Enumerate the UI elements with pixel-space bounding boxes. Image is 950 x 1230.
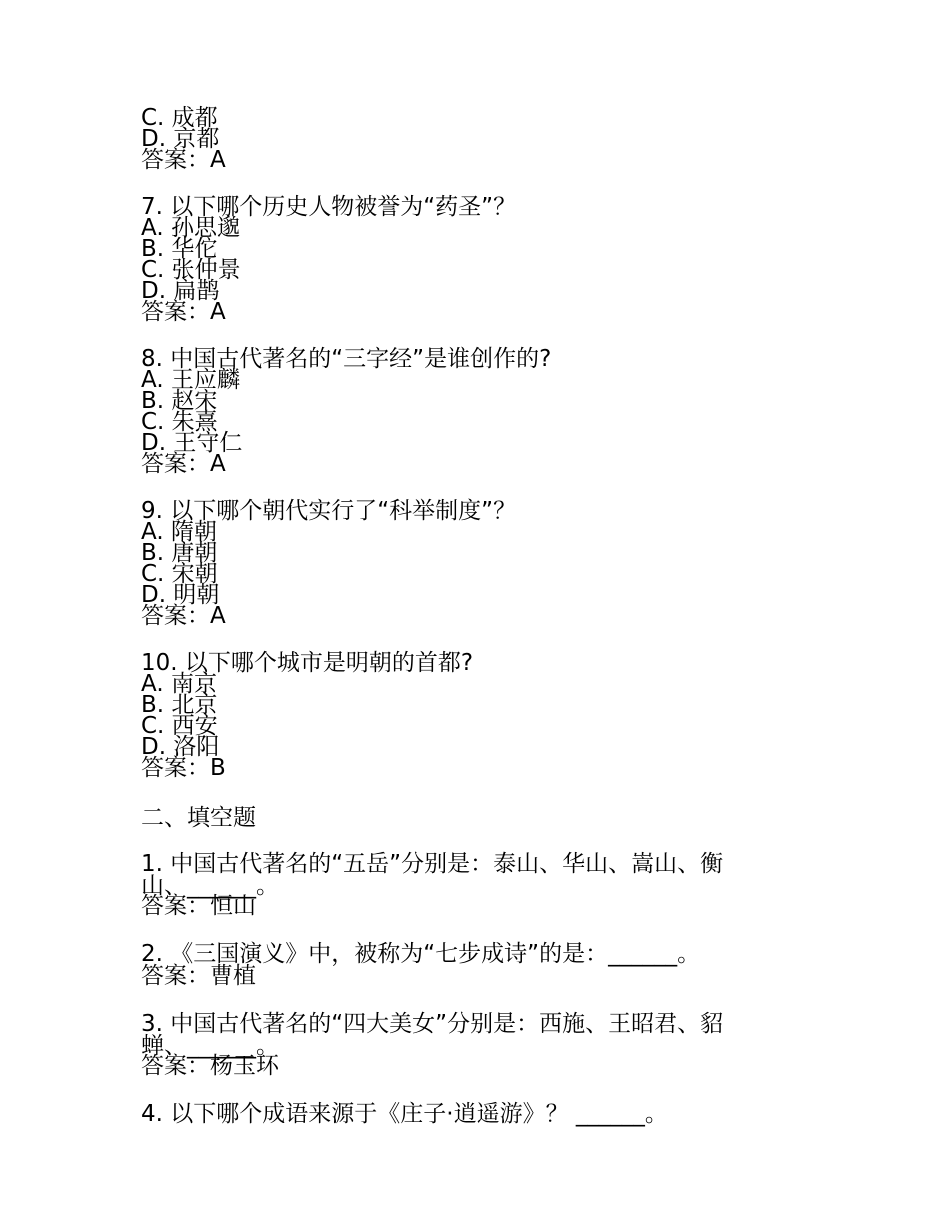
answer: 答案：A xyxy=(141,299,226,325)
fill-item-3 xyxy=(141,1013,811,1077)
section-heading: 二、填空题 xyxy=(141,805,256,831)
option-d: D. 京都 xyxy=(141,126,220,152)
fill-item-4 xyxy=(141,1103,811,1126)
question-stem: 8. 中国古代著名的“三字经”是谁创作的? xyxy=(141,346,552,372)
fill-item-1 xyxy=(141,853,811,917)
document-page xyxy=(141,105,811,1152)
fill-item-2 xyxy=(141,943,811,987)
question-9 xyxy=(141,498,811,629)
question-7 xyxy=(141,194,811,325)
question-6-tail xyxy=(141,105,811,173)
option-a: A. 孙思邈 xyxy=(141,215,240,241)
option-a: A. 隋朝 xyxy=(141,519,217,545)
question-10 xyxy=(141,650,811,781)
item-stem-line1: 3. 中国古代著名的“四大美女”分别是：西施、王昭君、貂 xyxy=(141,1011,724,1037)
answer: 答案：A xyxy=(141,603,226,629)
option-d: D. 王守仁 xyxy=(141,430,243,456)
option-d: D. 扁鹊 xyxy=(141,278,220,304)
answer: 答案：恒山 xyxy=(141,893,256,919)
item-stem-line2: 蝉、______。 xyxy=(141,1033,279,1059)
answer: 答案：杨玉环 xyxy=(141,1053,279,1079)
item-stem-line2: 山、______。 xyxy=(141,873,279,899)
question-8 xyxy=(141,346,811,477)
item-stem-line1: 2. 《三国演义》中，被称为“七步成诗”的是：______。 xyxy=(141,941,701,967)
option-c: C. 张仲景 xyxy=(141,257,241,283)
option-b: B. 赵宋 xyxy=(141,388,218,414)
option-c: C. 西安 xyxy=(141,713,218,739)
answer: 答案：曹植 xyxy=(141,963,256,989)
option-b: B. 北京 xyxy=(141,692,218,718)
option-a: A. 王应麟 xyxy=(141,367,240,393)
option-b: B. 华佗 xyxy=(141,236,218,262)
option-d: D. 洛阳 xyxy=(141,734,220,760)
question-stem: 10. 以下哪个城市是明朝的首都? xyxy=(141,650,474,676)
item-stem-line1: 4. 以下哪个成语来源于《庄子·逍遥游》？ ______。 xyxy=(141,1101,668,1127)
item-stem-line1: 1. 中国古代著名的“五岳”分别是：泰山、华山、嵩山、衡 xyxy=(141,851,724,877)
option-c: C. 成都 xyxy=(141,105,218,131)
answer: 答案：A xyxy=(141,451,226,477)
option-d: D. 明朝 xyxy=(141,582,220,608)
answer: 答案：A xyxy=(141,147,226,173)
question-stem: 9. 以下哪个朝代实行了“科举制度”？ xyxy=(141,498,517,524)
answer: 答案：B xyxy=(141,755,226,781)
option-c: C. 朱熹 xyxy=(141,409,218,435)
option-b: B. 唐朝 xyxy=(141,540,218,566)
option-c: C. 宋朝 xyxy=(141,561,218,587)
option-a: A. 南京 xyxy=(141,671,217,697)
question-stem: 7. 以下哪个历史人物被誉为“药圣”？ xyxy=(141,194,517,220)
